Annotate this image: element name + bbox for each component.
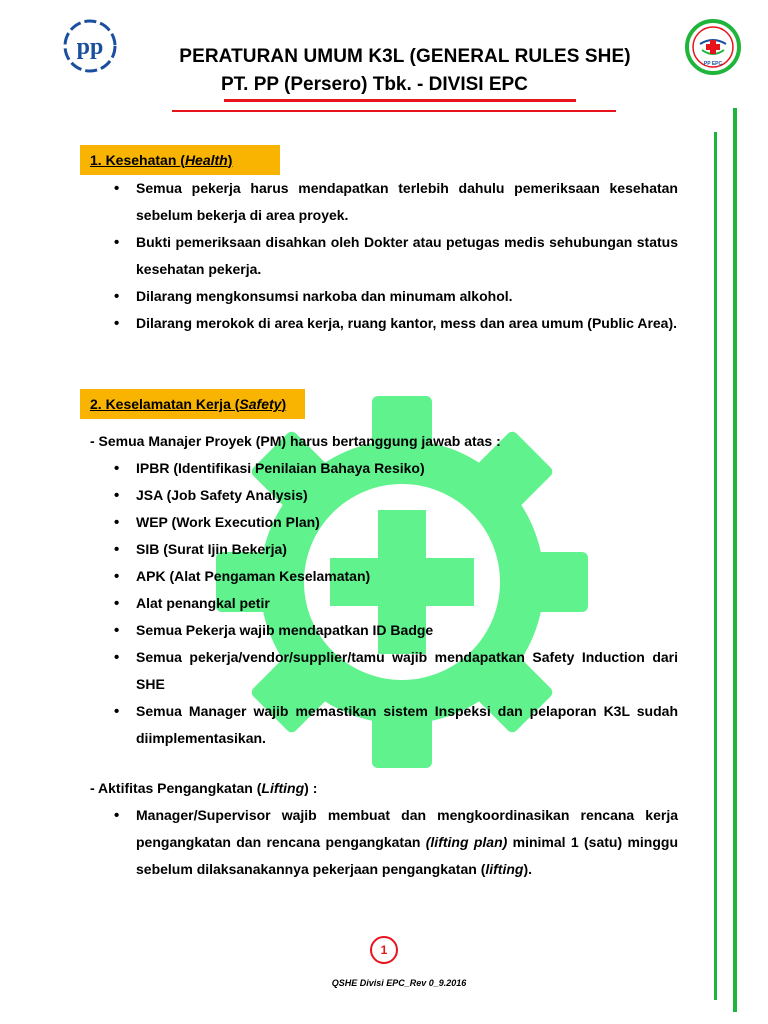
health-rules-list (114, 175, 678, 337)
page-number: 1 (370, 936, 398, 964)
list-item: • Manager/Supervisor wajib membuat dan mengkoordinasikan rencana kerja pengangkatan dan rencana pengangkatan (lifting plan) minimal 1 (satu) minggu sebelum dilaksanakannya pekerjaan pengangkatan (lifting). (114, 802, 678, 883)
list-item: • Alat penangkal petir (114, 590, 678, 617)
section-heading-safety: 2. Keselamatan Kerja (Safety) (80, 389, 305, 419)
list-item: • Semua Manager wajib memastikan sistem Inspeksi dan pelaporan K3L sudah diimplementasikan. (114, 698, 678, 752)
she-logo-text: PP EPC (703, 61, 723, 67)
page-subtitle: PT. PP (Persero) Tbk. - DIVISI EPC (221, 74, 528, 95)
list-item: • SIB (Surat Ijin Bekerja) (114, 536, 678, 563)
side-line-inner (714, 132, 717, 1000)
list-item: • Semua Pekerja wajib mendapatkan ID Badge (114, 617, 678, 644)
list-item: • Dilarang merokok di area kerja, ruang kantor, mess dan area umum (Public Area). (114, 310, 678, 337)
header-rule-bottom (172, 110, 616, 112)
list-item: • Bukti pemeriksaan disahkan oleh Dokter atau petugas medis sehubungan status kesehatan pekerja. (114, 229, 678, 283)
safety-rules-list (114, 455, 678, 752)
pp-logo-text: pp (76, 34, 104, 60)
list-item: • Semua pekerja harus mendapatkan terlebih dahulu pemeriksaan kesehatan sebelum bekerja di area proyek. (114, 175, 678, 229)
lifting-rules-list (114, 802, 678, 883)
list-item: • JSA (Job Safety Analysis) (114, 482, 678, 509)
header-rule-top (224, 99, 576, 102)
safety-intro: - Semua Manajer Proyek (PM) harus bertanggung jawab atas : (90, 433, 501, 449)
list-item: • Semua pekerja/vendor/supplier/tamu wajib mendapatkan Safety Induction dari SHE (114, 644, 678, 698)
list-item: • WEP (Work Execution Plan) (114, 509, 678, 536)
list-item: • Dilarang mengkonsumsi narkoba dan minumam alkohol. (114, 283, 678, 310)
page-title: PERATURAN UMUM K3L (GENERAL RULES SHE) (179, 46, 631, 67)
list-item: • IPBR (Identifikasi Penilaian Bahaya Resiko) (114, 455, 678, 482)
lifting-heading: - Aktifitas Pengangkatan (Lifting) : (90, 780, 318, 796)
list-item: • APK (Alat Pengaman Keselamatan) (114, 563, 678, 590)
footer-text: QSHE Divisi EPC_Rev 0_9.2016 (331, 978, 467, 988)
side-line-outer (733, 108, 737, 1012)
section-heading-health: 1. Kesehatan (Health) (80, 145, 280, 175)
